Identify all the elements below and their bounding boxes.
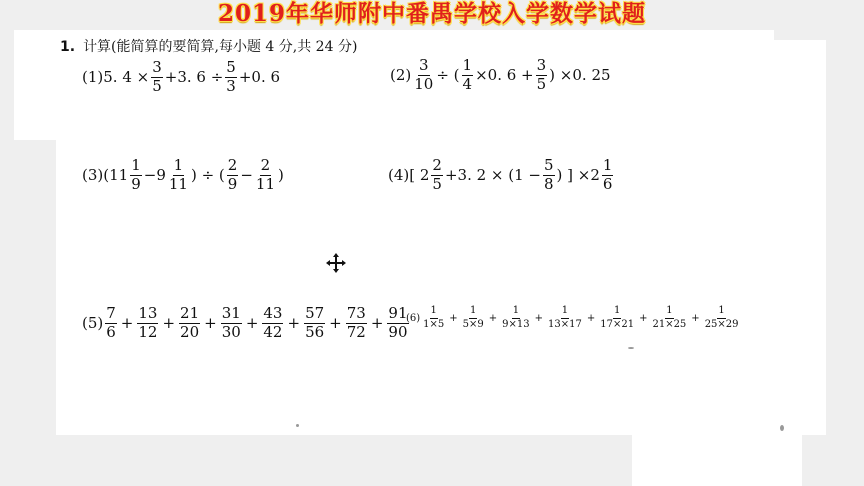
- denominator: 5: [432, 174, 442, 193]
- denominator: 42: [263, 322, 283, 341]
- denominator: 72: [346, 322, 366, 341]
- paper-sheet-bottom: [632, 430, 802, 486]
- move-cursor-icon: [324, 251, 348, 275]
- numerator: 3: [152, 58, 162, 76]
- fraction: [255, 158, 276, 193]
- expr-text: +3. 6 ÷: [164, 68, 224, 87]
- plus-sign: +: [120, 314, 134, 333]
- scan-speck: [296, 424, 299, 427]
- fraction: [130, 158, 142, 193]
- expr-text: (11: [103, 166, 129, 185]
- expr-text: +0. 6: [238, 68, 281, 87]
- denominator: 12: [138, 322, 158, 341]
- plus-sign: +: [370, 314, 384, 333]
- numerator: 1: [602, 156, 613, 174]
- numerator: 2: [227, 156, 238, 174]
- denominator: 13×17: [548, 318, 582, 330]
- plus-sign: +: [534, 312, 544, 324]
- fraction: [262, 306, 283, 341]
- fraction: [346, 306, 367, 341]
- problem-label: (4): [388, 166, 410, 185]
- numerator: 57: [305, 304, 325, 322]
- fraction: [422, 306, 445, 330]
- numerator: 43: [263, 304, 283, 322]
- denominator: 25×29: [704, 318, 739, 330]
- fraction: [547, 306, 583, 330]
- denominator: 17×21: [600, 318, 635, 330]
- fraction: [413, 58, 434, 93]
- denominator: 9×13: [502, 318, 530, 330]
- denominator: 8: [544, 174, 554, 193]
- expr-text: ) ×0. 25: [549, 66, 611, 85]
- denominator: 10: [414, 74, 434, 93]
- numerator: 2: [432, 156, 442, 174]
- numerator: 31: [221, 304, 241, 322]
- plus-sign: +: [245, 314, 259, 333]
- fraction: [179, 306, 200, 341]
- question-number: 1.: [60, 39, 76, 55]
- denominator: 9: [131, 174, 141, 193]
- fraction: [227, 158, 239, 193]
- fraction: [105, 306, 117, 341]
- problem-5: [82, 306, 411, 341]
- expr-text: [ 2: [409, 166, 430, 185]
- numerator: 1: [717, 306, 725, 319]
- numerator: 1: [462, 56, 473, 74]
- problem-label: (5): [82, 314, 104, 333]
- problem-label: (6): [406, 312, 421, 324]
- plus-sign: +: [488, 312, 498, 324]
- paper-sheet: [56, 40, 826, 435]
- fraction: [221, 306, 242, 341]
- problem-1: [82, 60, 280, 95]
- fraction: [602, 158, 614, 193]
- scan-speck: [628, 347, 634, 349]
- plus-sign: +: [162, 314, 176, 333]
- question-instruction: 计算(能简算的要简算,每小题 4 分,共 24 分): [83, 39, 358, 55]
- numerator: 73: [346, 304, 366, 322]
- plus-sign: +: [639, 312, 648, 324]
- fraction: [501, 306, 530, 330]
- numerator: 13: [138, 304, 158, 322]
- fraction: [599, 306, 635, 330]
- numerator: 1: [512, 306, 520, 319]
- fraction: [651, 306, 687, 330]
- denominator: 9: [227, 174, 238, 193]
- plus-sign: +: [691, 312, 700, 324]
- problem-3: [82, 158, 284, 193]
- question-header: [60, 36, 357, 56]
- page-title: 2019年华师附中番禺学校入学数学试题: [217, 0, 646, 27]
- fraction: [168, 158, 189, 193]
- numerator: 1: [665, 306, 673, 319]
- expr-text: ): [278, 166, 284, 185]
- numerator: 5: [226, 58, 236, 76]
- expr-text: +3. 2 × (1 −: [444, 166, 541, 185]
- numerator: 1: [613, 306, 621, 319]
- problem-2: [390, 58, 611, 93]
- numerator: 5: [544, 156, 554, 174]
- denominator: 20: [180, 322, 200, 341]
- fraction: [462, 306, 485, 330]
- numerator: 2: [260, 156, 271, 174]
- fraction: [304, 306, 325, 341]
- fraction: [137, 306, 158, 341]
- expr-text: −: [240, 166, 253, 185]
- plus-sign: +: [287, 314, 301, 333]
- denominator: 5: [536, 74, 547, 93]
- denominator: 11: [168, 174, 188, 193]
- numerator: 3: [536, 56, 547, 74]
- numerator: 1: [430, 306, 438, 319]
- denominator: 1×5: [423, 318, 445, 330]
- numerator: 91: [388, 304, 408, 322]
- denominator: 6: [106, 322, 116, 341]
- denominator: 30: [221, 322, 241, 341]
- expr-text: 5. 4 ×: [103, 68, 150, 87]
- numerator: 1: [469, 306, 477, 319]
- scan-speck: [780, 425, 784, 431]
- numerator: 21: [180, 304, 200, 322]
- problem-6: [406, 306, 742, 330]
- plus-sign: +: [329, 314, 342, 333]
- denominator: 21×25: [652, 318, 687, 330]
- fraction: [704, 306, 740, 330]
- plus-sign: +: [449, 312, 458, 324]
- numerator: 7: [106, 304, 116, 322]
- fraction: [536, 58, 548, 93]
- fraction: [462, 58, 474, 93]
- denominator: 3: [226, 76, 236, 95]
- denominator: 6: [602, 174, 613, 193]
- problem-4: [388, 158, 615, 193]
- denominator: 11: [255, 174, 275, 193]
- expr-text: −9: [143, 166, 166, 185]
- denominator: 5: [152, 76, 162, 95]
- numerator: 3: [419, 56, 429, 74]
- plus-sign: +: [586, 312, 596, 324]
- denominator: 56: [305, 322, 325, 341]
- expr-text: ÷ (: [436, 66, 460, 85]
- fraction: [543, 158, 555, 193]
- fraction: [225, 60, 237, 95]
- numerator: 1: [131, 156, 141, 174]
- fraction: [431, 158, 443, 193]
- denominator: 90: [388, 322, 408, 341]
- problem-label: (1): [82, 68, 104, 87]
- denominator: 5×9: [462, 318, 484, 330]
- expr-text: ×0. 6 +: [475, 66, 534, 85]
- plus-sign: +: [204, 314, 217, 333]
- problem-label: (3): [82, 166, 104, 185]
- denominator: 4: [462, 74, 473, 93]
- expr-text: ) ] ×2: [556, 166, 600, 185]
- numerator: 1: [561, 306, 569, 319]
- fraction: [151, 60, 163, 95]
- expr-text: ) ÷ (: [190, 166, 225, 185]
- numerator: 1: [173, 156, 184, 174]
- problem-label: (2): [390, 66, 412, 85]
